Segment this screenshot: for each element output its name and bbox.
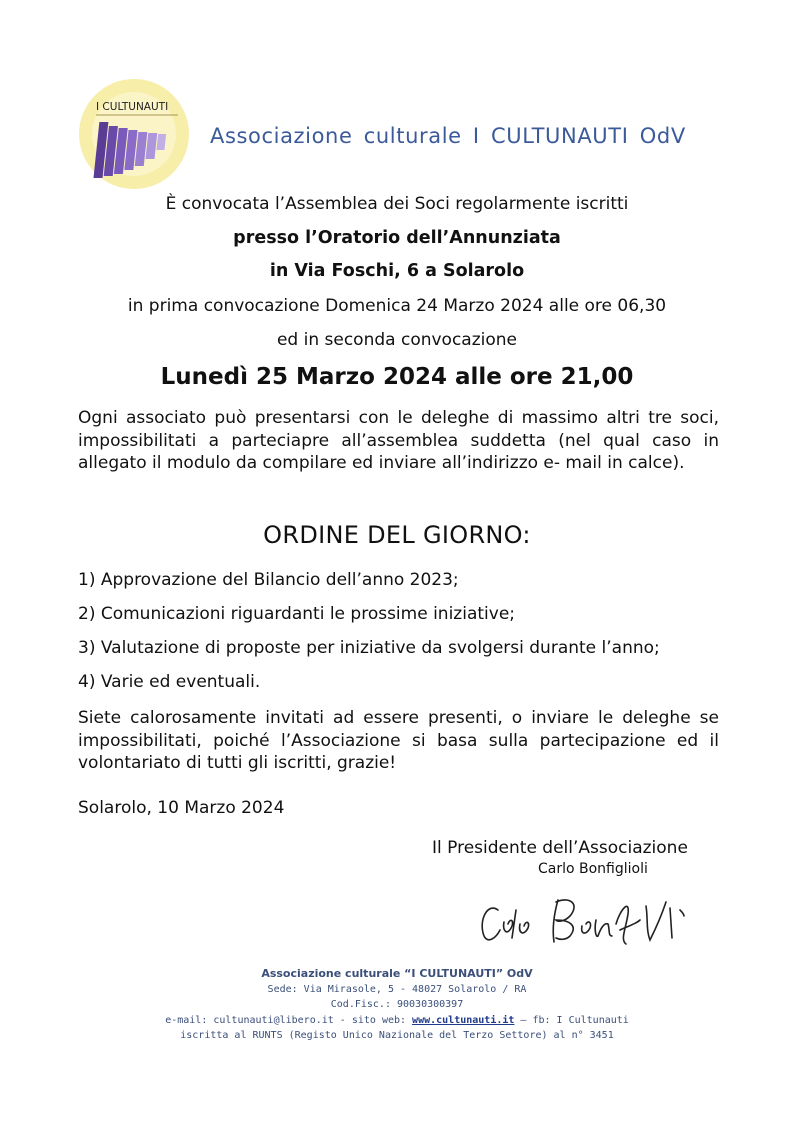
footer-registry: iscritta al RUNTS (Registo Unico Nazionale del Terzo Settore) al n° 3451 xyxy=(180,1030,614,1041)
president-role: Il Presidente dell’Associazione xyxy=(432,838,688,858)
association-title: Associazione culturale I CULTUNAUTI OdV xyxy=(210,124,686,148)
footer-tax-code: Cod.Fisc.: 90030300397 xyxy=(330,999,464,1010)
handwritten-signature xyxy=(470,880,710,950)
footer-facebook: – fb: I Cultunauti xyxy=(514,1014,629,1026)
agenda-title: ORDINE DEL GIORNO: xyxy=(263,521,531,549)
association-logo xyxy=(78,78,190,190)
convocation-venue: presso l’Oratorio dell’Annunziata xyxy=(233,228,561,248)
first-convocation: in prima convocazione Domenica 24 Marzo 2024 alle ore 06,30 xyxy=(127,296,667,316)
president-name: Carlo Bonfiglioli xyxy=(538,861,648,877)
agenda-item: 1) Approvazione del Bilancio dell’anno 2023; xyxy=(78,570,459,590)
delegation-paragraph: Ogni associato può presentarsi con le deleghe di massimo altri tre soci, impossibilitati a parteciapre all’assemblea suddetta (nel qual caso in allegato il modulo da compilare ed inviare all’indirizzo e- mail in calce). xyxy=(78,408,719,473)
footer-email: e-mail: cultunauti@libero.it - sito web: xyxy=(165,1014,413,1026)
logo-text: I CULTUNAUTI xyxy=(96,101,169,113)
second-convocation-date: Lunedì 25 Marzo 2024 alle ore 21,00 xyxy=(160,364,634,390)
footer-association-name: Associazione culturale “I CULTUNAUTI” OdV xyxy=(261,967,533,980)
second-convocation-label: ed in seconda convocazione xyxy=(276,330,518,350)
agenda-item: 2) Comunicazioni riguardanti le prossime iniziative; xyxy=(78,604,516,624)
footer xyxy=(0,966,794,1044)
closing-paragraph: Siete calorosamente invitati ad essere presenti, o inviare le deleghe se impossibilitati, poiché l’Associazione si basa sulla partecipazione ed il volontariato di tutti gli iscritti, grazie! xyxy=(78,708,719,773)
place-date: Solarolo, 10 Marzo 2024 xyxy=(78,798,285,818)
agenda-item: 4) Varie ed eventuali. xyxy=(78,672,261,692)
agenda-item: 3) Valutazione di proposte per iniziative da svolgersi durante l’anno; xyxy=(78,638,660,658)
website-link[interactable]: www.cultunauti.it xyxy=(412,1014,515,1026)
convocation-line-1: È convocata l’Assemblea dei Soci regolarmente iscritti xyxy=(165,194,629,214)
footer-contacts xyxy=(0,1013,794,1029)
footer-address: Sede: Via Mirasole, 5 - 48027 Solarolo / RA xyxy=(267,983,527,995)
convocation-address: in Via Foschi, 6 a Solarolo xyxy=(269,261,525,281)
